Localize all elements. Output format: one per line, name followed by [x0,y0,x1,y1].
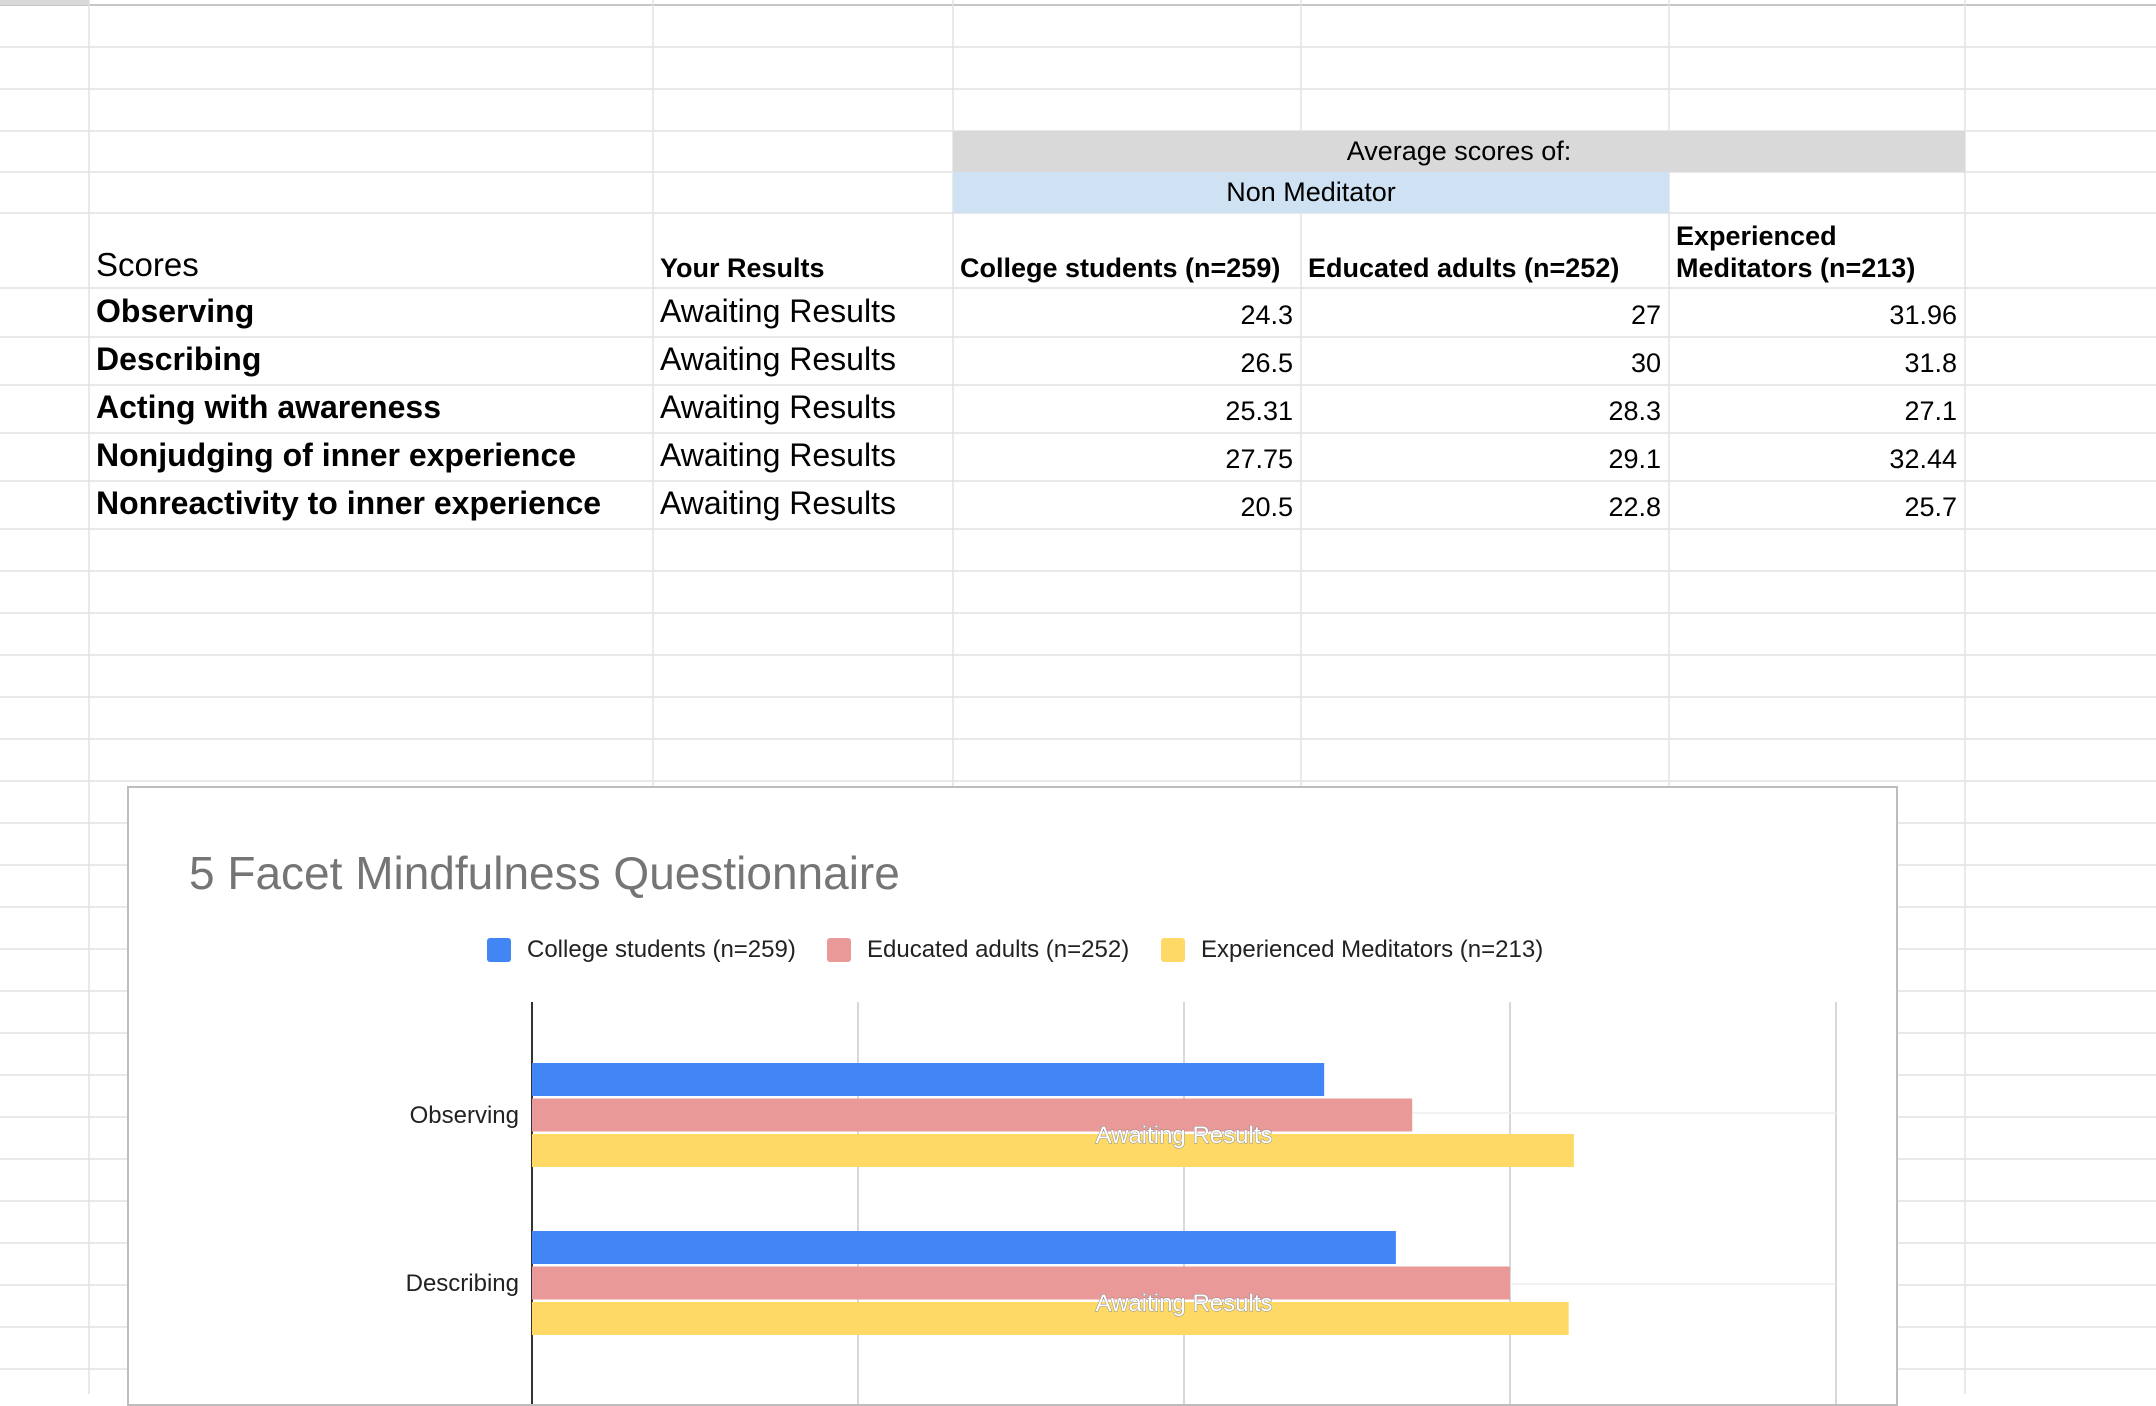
educated-adults-column-header: Educated adults (n=252) [1308,253,1620,283]
your-result-cell[interactable]: Awaiting Results [660,293,896,329]
chart-title: 5 Facet Mindfulness Questionnaire [189,847,900,899]
legend-label: College students (n=259) [527,936,796,963]
score-row-label: Observing [96,293,255,329]
college-score-cell[interactable]: 27.75 [1225,444,1293,474]
score-row-label: Nonjudging of inner experience [96,437,577,473]
experienced-column-header-line1: Experienced [1676,221,1837,251]
bar-educated [532,1099,1412,1132]
college-score-cell[interactable]: 24.3 [1240,300,1293,330]
your-result-cell[interactable]: Awaiting Results [660,389,896,425]
educated-score-cell[interactable]: 27 [1630,300,1661,330]
educated-score-cell[interactable]: 28.3 [1608,396,1661,426]
bar-experienced [532,1302,1569,1335]
score-row-label: Nonreactivity to inner experience [96,485,602,521]
scores-column-header: Scores [96,246,199,283]
educated-score-cell[interactable]: 22.8 [1608,492,1661,522]
score-row-label: Acting with awareness [96,389,441,425]
category-label: Describing [405,1270,519,1297]
your-result-cell[interactable]: Awaiting Results [660,437,896,473]
college-score-cell[interactable]: 26.5 [1240,348,1293,378]
score-row-label: Describing [96,341,262,377]
legend-label: Experienced Meditators (n=213) [1201,936,1544,963]
awaiting-results-overlay: Awaiting Results [1095,1290,1273,1317]
legend-label: Educated adults (n=252) [867,936,1130,963]
category-label: Observing [409,1102,519,1129]
mindfulness-chart[interactable] [127,786,1898,1406]
experienced-score-cell[interactable]: 27.1 [1904,396,1957,426]
non-meditator-subheader: Non Meditator [1226,177,1396,207]
college-score-cell[interactable]: 20.5 [1240,492,1293,522]
bar-educated [532,1267,1510,1300]
experienced-score-cell[interactable]: 31.96 [1889,300,1957,330]
bar-plot [129,788,1898,1406]
bar-college [532,1231,1396,1264]
your-result-cell[interactable]: Awaiting Results [660,485,896,521]
college-students-column-header: College students (n=259) [960,253,1281,283]
experienced-score-cell[interactable]: 32.44 [1889,444,1957,474]
your-result-cell[interactable]: Awaiting Results [660,341,896,377]
experienced-score-cell[interactable]: 25.7 [1904,492,1957,522]
experienced-column-header-line2: Meditators (n=213) [1676,253,1916,283]
educated-score-cell[interactable]: 30 [1630,348,1661,378]
bar-experienced [532,1134,1574,1167]
average-scores-header: Average scores of: [1346,136,1572,166]
awaiting-results-overlay: Awaiting Results [1095,1122,1273,1149]
bar-college [532,1063,1324,1096]
educated-score-cell[interactable]: 29.1 [1608,444,1661,474]
your-results-column-header: Your Results [660,253,825,283]
experienced-score-cell[interactable]: 31.8 [1904,348,1957,378]
college-score-cell[interactable]: 25.31 [1225,396,1293,426]
